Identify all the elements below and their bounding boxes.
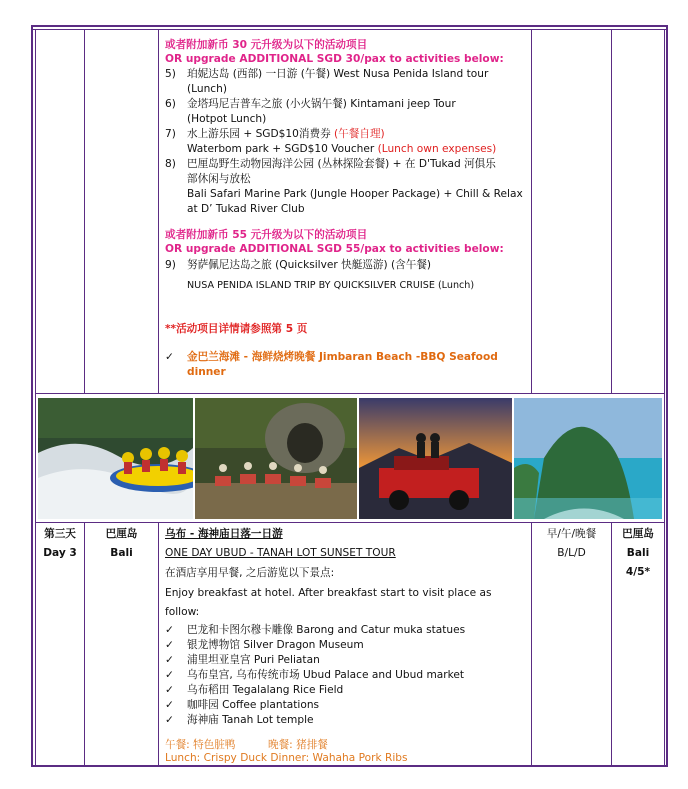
sight-item: 海神庙 Tanah Lot temple	[187, 714, 314, 726]
dinner-line1: 金巴兰海滩 - 海鲜烧烤晚餐 Jimbaran Beach -BBQ Seafood	[187, 351, 498, 363]
upgrade30-heading-cn: 或者附加新币 30 元升级为以下的活动项目	[165, 39, 368, 51]
day3-intro-en-1: Enjoy breakfast at hotel. After breakfast start to visit place as	[165, 587, 492, 599]
day3-hotel-cn: 巴厘岛	[622, 528, 654, 540]
item5-number: 5)	[165, 68, 176, 80]
meals-cn-lunch: 午餐: 特色脏鸭	[165, 739, 236, 751]
upgrade55-heading-cn: 或者附加新币 55 元升级为以下的活动项目	[165, 229, 368, 241]
day3-hotel-rating: 4/5*	[625, 566, 651, 578]
item6-line1: 金塔玛尼吉普车之旅 (小火锅午餐) Kintamani jeep Tour	[187, 98, 456, 110]
item6-line2: (Hotpot Lunch)	[187, 113, 267, 125]
item7-lunch-note-en: (Lunch own expenses)	[377, 143, 497, 155]
item9-number: 9)	[165, 259, 176, 271]
day3-label-cn: 第三天	[44, 528, 76, 540]
item7-line1	[187, 127, 385, 142]
sight-item: 乌布稻田 Tegalalang Rice Field	[187, 684, 344, 696]
table-inner-right	[664, 29, 665, 765]
day3-meal-en: B/L/D	[557, 547, 586, 559]
item8-number: 8)	[165, 158, 176, 170]
sight-item: 咖啡园 Coffee plantations	[187, 699, 320, 711]
table-inner-left	[35, 29, 36, 765]
item8-line4: at D’ Tukad River Club	[187, 203, 305, 215]
sight-item: 浦里坦亚皇宫 Puri Peliatan	[187, 654, 320, 666]
meals-en: Lunch: Crispy Duck Dinner: Wahaha Pork Ribs	[165, 752, 408, 764]
photo-kelingking-beach	[514, 398, 662, 519]
check-icon: ✓	[165, 624, 174, 636]
activities-note: **活动项目详情请参照第 5 页	[165, 323, 308, 335]
item9-en: NUSA PENIDA ISLAND TRIP BY QUICKSILVER CRUISE (Lunch)	[187, 280, 475, 291]
item6-number: 6)	[165, 98, 176, 110]
sight-item: 乌布皇宫, 乌布传统市场 Ubud Palace and Ubud market	[187, 669, 465, 681]
item8-line3: Bali Safari Marine Park (Jungle Hooper Package) + Chill & Relax	[187, 188, 523, 200]
dinner-line2: dinner	[187, 366, 226, 378]
upgrade55-heading-en: OR upgrade ADDITIONAL SGD 55/pax to activities below:	[165, 243, 504, 255]
sight-item: 巴龙和卡图尔穆卡雕像 Barong and Catur muka statues	[187, 624, 466, 636]
item9-cn: 努萨佩尼达岛之旅 (Quicksilver 快艇巡游) (含午餐)	[187, 259, 432, 271]
row-divider-photos-bottom	[35, 522, 665, 523]
row-divider-photos-top	[35, 393, 665, 394]
item7-number: 7)	[165, 128, 176, 140]
photo-jeep-sunrise-mount-batur	[359, 398, 512, 519]
day3-intro-cn: 在酒店享用早餐, 之后游览以下景点:	[165, 567, 335, 579]
meals-cn-dinner: 晚餐: 猪排餐	[268, 739, 328, 751]
col-divider-2b	[158, 522, 159, 765]
day3-place-cn: 巴厘岛	[105, 528, 138, 540]
day3-label-en: Day 3	[43, 547, 77, 559]
item7-lunch-note-cn: (午餐自理)	[334, 128, 385, 140]
day3-title-cn: 乌布 - 海神庙日落一日游	[165, 528, 283, 540]
check-icon: ✓	[165, 639, 174, 651]
day3-hotel-en: Bali	[626, 547, 650, 559]
photo-atv-jungle-ride	[195, 398, 357, 519]
item8-line2: 部休闲与放松	[187, 173, 251, 185]
col-divider-4	[611, 29, 612, 393]
item7-line1-text: 水上游乐园 + SGD$10消费券	[187, 128, 335, 140]
day3-title-en: ONE DAY UBUD - TANAH LOT SUNSET TOUR	[165, 547, 396, 559]
item7-line2	[187, 142, 496, 157]
day3-meal-cn: 早/午/晚餐	[546, 528, 597, 540]
check-icon: ✓	[165, 654, 174, 666]
photo-white-water-rafting	[38, 398, 193, 519]
col-divider-2	[158, 29, 159, 393]
item5-line1: 珀妮达岛 (西部) 一日游 (午餐) West Nusa Penida Island tour	[187, 68, 489, 80]
table-inner-top	[33, 29, 666, 30]
col-divider-1	[84, 29, 85, 393]
upgrade30-heading-en: OR upgrade ADDITIONAL SGD 30/pax to activities below:	[165, 53, 504, 65]
col-divider-3	[531, 29, 532, 393]
sight-item: 银龙博物馆 Silver Dragon Museum	[187, 639, 364, 651]
day3-place-en: Bali	[110, 547, 133, 559]
check-icon: ✓	[165, 684, 174, 696]
check-icon: ✓	[165, 699, 174, 711]
check-icon: ✓	[165, 351, 174, 363]
item8-line1: 巴厘岛野生动物园海洋公园 (丛林探险套餐) + 在 D'Tukad 河俱乐	[187, 158, 496, 170]
check-icon: ✓	[165, 669, 174, 681]
item5-line2: (Lunch)	[187, 83, 227, 95]
day3-intro-en-2: follow:	[165, 606, 200, 618]
check-icon: ✓	[165, 714, 174, 726]
item7-line2-text: Waterbom park + SGD$10 Voucher	[187, 143, 378, 155]
